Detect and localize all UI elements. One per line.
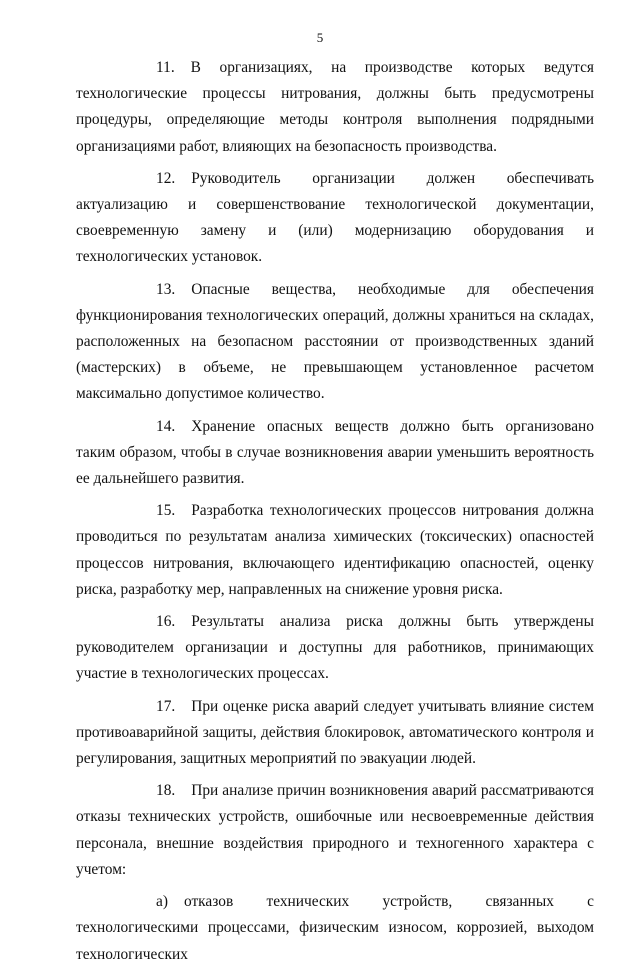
paragraph-number: 16.	[156, 613, 176, 631]
document-body	[76, 55, 594, 974]
paragraph-text: При анализе причин возникновения аварий рассматриваются отказы технических устройств, ошибочные или несвоевременные действия персонала, внешние воздействия природного и техногенного характера с учетом:	[76, 782, 594, 878]
paragraph-16	[76, 609, 594, 688]
paragraph-text: При оценке риска аварий следует учитывать влияние систем противоаварийной защиты, действия блокировок, автоматического контроля и регулирования, защитных мероприятий по эвакуации людей.	[76, 697, 594, 768]
paragraph-text: Хранение опасных веществ должно быть организовано таким образом, чтобы в случае возникновения аварии уменьшить вероятность ее дальнейшего развития.	[76, 417, 594, 488]
paragraph-12	[76, 166, 594, 271]
paragraph-number: 12.	[156, 169, 176, 187]
paragraph-number: 17.	[156, 697, 176, 715]
paragraph-13	[76, 277, 594, 408]
paragraph-text: отказов технических устройств, связанных с технологическими процессами, физическим износом, коррозией, выходом технологических	[76, 893, 594, 963]
paragraph-15	[76, 498, 594, 603]
subparagraph-letter: а)	[156, 893, 168, 911]
paragraph-number: 11.	[156, 59, 175, 76]
paragraph-text: Разработка технологических процессов нитрования должна проводиться по результатам анализа химических (токсических) опасностей процессов нитрования, включающего идентификацию опасностей, оценку риска, разработку мер, направленных на снижение уровня риска.	[76, 502, 594, 598]
paragraph-18-a	[76, 889, 594, 968]
paragraph-text: Опасные вещества, необходимые для обеспечения функционирования технологических операций, должны храниться на складах, расположенных на безопасном расстоянии от производственных зданий (мастерских) в объеме, не превышающем установленное расчетом максимально допустимое количество.	[76, 280, 594, 403]
paragraph-14	[76, 414, 594, 493]
paragraph-number: 18.	[156, 782, 176, 800]
paragraph-18	[76, 778, 594, 883]
paragraph-text: Руководитель организации должен обеспечивать актуализацию и совершенствование технологической документации, своевременную замену и (или) модернизацию оборудования и технологических установок.	[76, 169, 594, 266]
paragraph-text: В организациях, на производстве которых ведутся технологические процессы нитрования, должны быть предусмотрены процедуры, определяющие методы контроля выполнения подрядными организациями работ, влияющих на безопасность производства.	[76, 59, 594, 155]
paragraph-11	[76, 55, 594, 160]
paragraph-number: 14.	[156, 417, 176, 435]
paragraph-text: Результаты анализа риска должны быть утверждены руководителем организации и доступны для работников, принимающих участие в технологических процессах.	[76, 613, 594, 683]
paragraph-number: 15.	[156, 502, 176, 520]
page-number: 5	[316, 30, 324, 45]
paragraph-17	[76, 694, 594, 773]
paragraph-number: 13.	[156, 280, 176, 298]
